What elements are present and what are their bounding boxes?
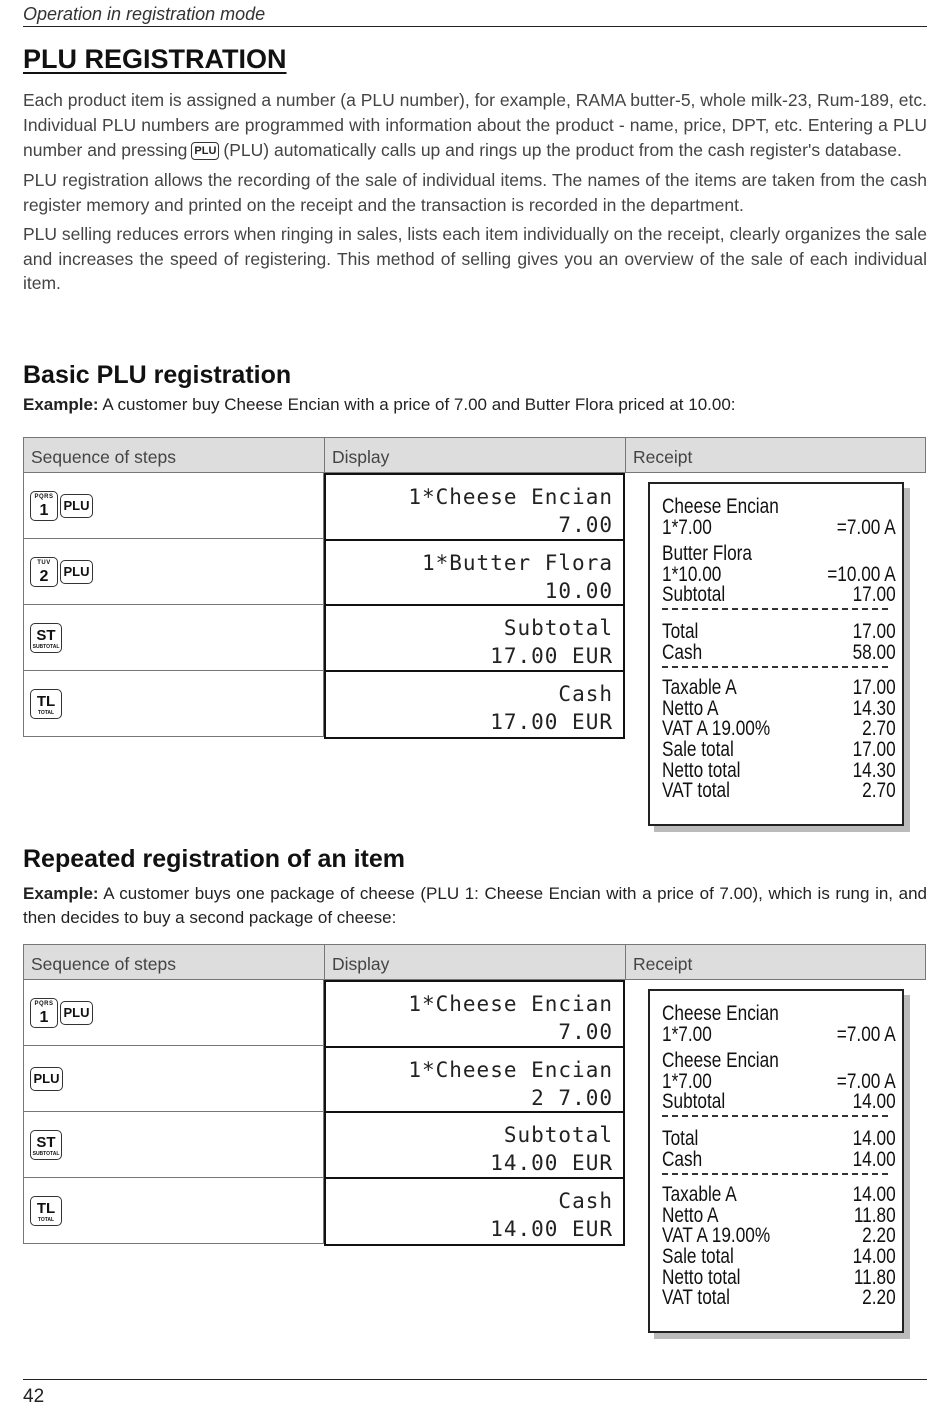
- section-heading-basic: Basic PLU registration: [23, 361, 292, 389]
- example-basic: [23, 393, 927, 417]
- receipt-label: Cheese Encian: [662, 495, 779, 518]
- plu-key-icon: PLU: [30, 1067, 63, 1091]
- receipt-value: 58.00: [852, 641, 896, 664]
- receipt-label: Subtotal: [662, 583, 726, 606]
- plu-key-icon: PLU: [191, 142, 219, 160]
- receipt-basic: [648, 482, 904, 826]
- receipt-label: Taxable A: [662, 676, 737, 699]
- display-line: 2 7.00: [531, 1085, 613, 1110]
- receipt-line: [662, 718, 896, 740]
- display-line: 1*Cheese Encian: [408, 1057, 613, 1082]
- receipt-label: 1*10.00: [662, 563, 722, 586]
- page-title: PLU REGISTRATION: [23, 44, 287, 74]
- receipt-value: 14.30: [852, 697, 896, 720]
- step-row: [24, 1112, 323, 1178]
- header-receipt: Receipt: [625, 437, 926, 473]
- receipt-value: 17.00: [852, 620, 896, 643]
- receipt-label: Taxable A: [662, 1183, 737, 1206]
- receipt-value: 14.00: [852, 1148, 896, 1171]
- receipt-value: 14.00: [852, 1090, 896, 1113]
- receipt-value: 2.20: [862, 1224, 896, 1247]
- step-row: [24, 980, 323, 1046]
- display-column-repeated: [324, 980, 625, 1246]
- display-row: [326, 1048, 623, 1114]
- key-number: 1: [39, 502, 49, 519]
- intro-paragraph-1: [23, 88, 927, 163]
- display-row: [326, 982, 623, 1048]
- receipt-value: =7.00 A: [836, 1023, 896, 1046]
- number-key-1-icon: [30, 491, 58, 521]
- receipt-label: VAT total: [662, 779, 730, 802]
- key-sequence: [30, 1064, 63, 1091]
- key-sublabel: TOTAL: [37, 1217, 55, 1223]
- key-sequence: [30, 1130, 62, 1160]
- intro-paragraph-2: PLU registration allows the recording of the sale of individual items. The names of the items are taken from the cash register memory and printed on the receipt and the transaction is recorded in the department.: [23, 170, 927, 215]
- receipt-label: Sale total: [662, 1245, 734, 1268]
- receipt-repeated: [648, 989, 904, 1333]
- receipt-line: [662, 739, 896, 761]
- receipt-label: Total: [662, 620, 699, 643]
- receipt-line: [662, 1149, 896, 1171]
- footer-rule: [23, 1379, 927, 1380]
- receipt-value: 17.00: [852, 676, 896, 699]
- receipt-divider: [662, 1173, 888, 1175]
- number-key-1-icon: [30, 998, 58, 1028]
- receipt-value: =10.00 A: [827, 563, 896, 586]
- receipt-line: [662, 677, 896, 699]
- example-repeated: [23, 882, 927, 930]
- receipt-label: Netto A: [662, 1204, 719, 1227]
- receipt-value: =7.00 A: [836, 1070, 896, 1093]
- key-label: ST: [36, 1134, 56, 1151]
- running-head: Operation in registration mode: [23, 4, 266, 24]
- header-display: Display: [324, 437, 626, 473]
- display-row: [326, 1113, 623, 1179]
- receipt-label: 1*7.00: [662, 1070, 712, 1093]
- steps-column-basic: [23, 473, 324, 737]
- key-sequence: [30, 998, 93, 1028]
- display-row: [326, 672, 623, 738]
- display-line: Cash: [558, 681, 613, 706]
- receipt-label: Cash: [662, 641, 703, 664]
- key-label: TL: [36, 1200, 56, 1217]
- receipt-value: 11.80: [853, 1266, 896, 1289]
- example-text: A customer buys one package of cheese (PLU 1: Cheese Encian with a price of 7.00), which is rung in, and then decides to buy a second package of cheese:: [23, 884, 927, 927]
- display-line: 17.00 EUR: [490, 709, 613, 734]
- display-line: 7.00: [558, 1020, 613, 1044]
- receipt-divider: [662, 666, 888, 668]
- display-line: Subtotal: [503, 1123, 613, 1147]
- receipt-value: 17.00: [852, 583, 896, 606]
- display-line: Cash: [558, 1188, 613, 1213]
- receipt-value: 14.00: [852, 1127, 896, 1150]
- receipt-line: [662, 1184, 896, 1206]
- display-line: 14.00 EUR: [490, 1216, 613, 1241]
- key-label: ST: [36, 627, 56, 644]
- receipt-line: [662, 496, 896, 518]
- receipt-label: Butter Flora: [662, 542, 752, 565]
- plu-key-icon: PLU: [60, 1001, 93, 1025]
- receipt-value: 2.70: [862, 779, 896, 802]
- receipt-value: 11.80: [853, 1204, 896, 1227]
- step-row: [24, 539, 323, 605]
- plu-key-icon: PLU: [60, 560, 93, 584]
- receipt-line: [662, 543, 896, 565]
- display-line: 14.00 EUR: [490, 1151, 613, 1175]
- key-sequence: [30, 689, 62, 719]
- key-letters: PQRS: [34, 1001, 54, 1007]
- receipt-line: [662, 1128, 896, 1150]
- receipt-line: [662, 1024, 896, 1046]
- receipt-value: =7.00 A: [836, 516, 896, 539]
- receipt-line: [662, 1003, 896, 1025]
- receipt-label: Cash: [662, 1148, 703, 1171]
- steps-column-repeated: [23, 980, 324, 1244]
- header-steps: Sequence of steps: [23, 437, 325, 473]
- number-key-2-icon: [30, 557, 58, 587]
- receipt-label: Cheese Encian: [662, 1049, 779, 1072]
- key-sublabel: TOTAL: [37, 710, 55, 716]
- receipt-line: [662, 1050, 896, 1072]
- step-row: [24, 1046, 323, 1112]
- step-row: [24, 473, 323, 539]
- receipt-label: VAT total: [662, 1286, 730, 1309]
- receipt-label: Sale total: [662, 738, 734, 761]
- display-row: [326, 606, 623, 672]
- key-number: 2: [39, 568, 49, 585]
- header-rule: [23, 26, 927, 27]
- receipt-label: VAT A 19.00%: [662, 1224, 771, 1247]
- receipt-label: Netto total: [662, 759, 741, 782]
- key-sequence: [30, 557, 93, 587]
- example-text: A customer buy Cheese Encian with a price of 7.00 and Butter Flora priced at 10.00:: [98, 395, 736, 414]
- receipt-value: 17.00: [852, 738, 896, 761]
- receipt-line: [662, 517, 896, 539]
- receipt-line: [662, 621, 896, 643]
- intro-text: [23, 88, 927, 301]
- receipt-label: Subtotal: [662, 1090, 726, 1113]
- step-row: [24, 605, 323, 671]
- display-line: 7.00: [558, 513, 613, 537]
- page-number: 42: [23, 1386, 45, 1407]
- tl-key-icon: [30, 1196, 62, 1226]
- receipt-value: 14.00: [852, 1183, 896, 1206]
- display-line: Subtotal: [503, 616, 613, 640]
- tl-key-icon: [30, 689, 62, 719]
- st-key-icon: [30, 623, 62, 653]
- receipt-label: VAT A 19.00%: [662, 717, 771, 740]
- display-line: 17.00 EUR: [490, 644, 613, 668]
- receipt-line: [662, 1287, 896, 1309]
- section-heading-repeated: Repeated registration of an item: [23, 845, 406, 873]
- key-letters: PQRS: [34, 494, 54, 500]
- intro-paragraph-3: PLU selling reduces errors when ringing in sales, lists each item individually on the receipt, clearly organizes the sale and increases the speed of registering. This method of selling gives you an overview of the sale of each individual item.: [23, 224, 927, 293]
- display-line: 1*Cheese Encian: [408, 485, 613, 509]
- plu-key-icon: PLU: [60, 494, 93, 518]
- display-line: 1*Butter Flora: [421, 550, 613, 575]
- receipt-line: [662, 1225, 896, 1247]
- receipt-line: [662, 642, 896, 664]
- receipt-value: 2.70: [862, 717, 896, 740]
- receipt-line: [662, 1091, 896, 1113]
- example-label: Example:: [23, 884, 99, 903]
- receipt-value: 14.30: [852, 759, 896, 782]
- step-row: [24, 671, 323, 737]
- key-number: 1: [39, 1009, 49, 1026]
- receipt-line: [662, 1246, 896, 1268]
- display-row: [326, 475, 623, 541]
- display-line: 10.00: [544, 578, 613, 603]
- intro-p1-part-a: Each product item is assigned a number (a PLU number), for example, RAMA butter-5, whole milk-23, Rum-189, etc. Individual PLU numbers are programmed with information about the product - name, price, DPT, etc. Entering a PLU number and pressing: [23, 90, 927, 160]
- example-label: Example:: [23, 395, 99, 414]
- receipt-label: Cheese Encian: [662, 1002, 779, 1025]
- key-sequence: [30, 1196, 62, 1226]
- key-sequence: [30, 623, 62, 653]
- display-line: 1*Cheese Encian: [408, 992, 613, 1016]
- key-letters: TUV: [37, 560, 51, 566]
- step-row: [24, 1178, 323, 1244]
- intro-p1-part-b: (PLU) automatically calls up and rings up the product from the cash register's database.: [223, 140, 902, 160]
- receipt-line: [662, 584, 896, 606]
- key-sublabel: SUBTOTAL: [32, 644, 60, 650]
- header-steps: Sequence of steps: [23, 944, 325, 980]
- header-receipt: Receipt: [625, 944, 926, 980]
- receipt-line: [662, 780, 896, 802]
- display-column-basic: [324, 473, 625, 739]
- receipt-label: Netto total: [662, 1266, 741, 1289]
- key-label: TL: [36, 693, 56, 710]
- receipt-label: 1*7.00: [662, 1023, 712, 1046]
- key-sublabel: SUBTOTAL: [32, 1151, 60, 1157]
- receipt-value: 14.00: [852, 1245, 896, 1268]
- receipt-divider: [662, 1115, 888, 1117]
- receipt-divider: [662, 608, 888, 610]
- header-display: Display: [324, 944, 626, 980]
- receipt-value: 2.20: [862, 1286, 896, 1309]
- st-key-icon: [30, 1130, 62, 1160]
- receipt-label: Netto A: [662, 697, 719, 720]
- receipt-label: Total: [662, 1127, 699, 1150]
- display-row: [326, 541, 623, 607]
- display-row: [326, 1179, 623, 1245]
- receipt-label: 1*7.00: [662, 516, 712, 539]
- key-sequence: [30, 491, 93, 521]
